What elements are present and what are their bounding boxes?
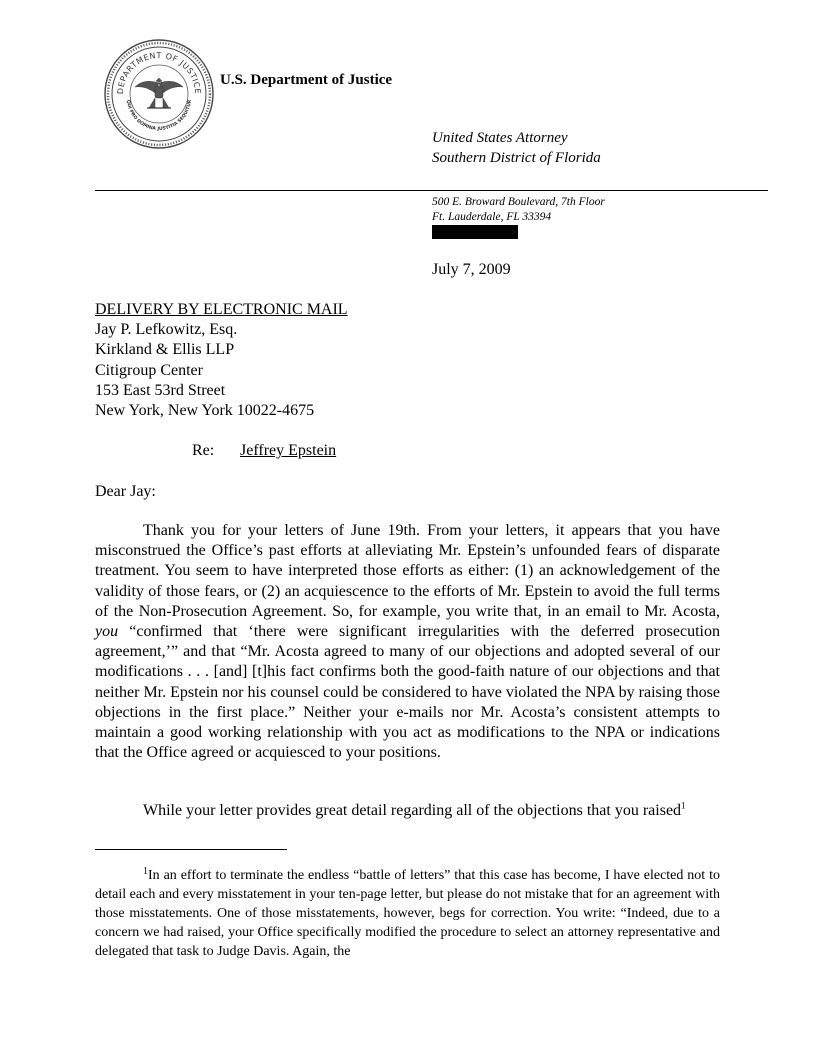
footnote-reference[interactable]: 1	[681, 800, 686, 811]
recipient-name: Jay P. Lefkowitz, Esq.	[95, 321, 238, 339]
p1-text-a: Thank you for your letters of June 19th. From your letters, it appears that you have misconstrued the Office’s past efforts at alleviating Mr. Epstein’s unfounded fears of disparate treatment. You seem to have interpreted those efforts as either: (1) an acknowledgement of the validity of those fears, or (2) an acquiescence to the efforts of Mr. Epstein to avoid the full terms of the Non-Prosecution Agreement. So, for example, you write that, in an email to Mr. Acosta,	[95, 522, 720, 620]
delivery-method: DELIVERY BY ELECTRONIC MAIL	[95, 301, 348, 318]
re-subject: Jeffrey Epstein	[240, 442, 337, 459]
recipient-firm: Kirkland & Ellis LLP	[95, 341, 235, 359]
address-street: 500 E. Broward Boulevard, 7th Floor	[432, 196, 605, 208]
recipient-block	[95, 300, 348, 421]
recipient-street: 153 East 53rd Street	[95, 381, 226, 399]
doj-seal	[103, 38, 215, 150]
redaction-box	[432, 225, 518, 239]
p2-text: While your letter provides great detail regarding all of the objections that you raised	[143, 802, 682, 819]
salutation: Dear Jay:	[95, 483, 156, 500]
recipient-city: New York, New York 10022-4675	[95, 402, 315, 420]
body-paragraph-1	[95, 521, 720, 763]
p1-emphasis: you	[95, 623, 119, 641]
body-paragraph-2	[95, 801, 720, 821]
office-title: United States Attorney	[432, 130, 568, 146]
svg-text:QUI PRO DOMINA JUSTITIA SEQUIT	[125, 99, 193, 132]
p1-text-b: “confirmed that ‘there were significant irregularities with the deferred prosecution agreement,’” and that “Mr. Acosta agreed to many of our objections and adopted several of our modifications . . . [and] [t]his fact confirms both the good-faith nature of our objections and that neither Mr. Epstein nor his counsel could be considered to have violated the NPA by raising those objections in the first place.” Neither your e-mails nor Mr. Acosta’s consistent attempts to maintain a good working relationship with you act as modifications to the NPA or indications that the Office agreed or acquiesced to your positions.	[95, 623, 720, 762]
footnote	[95, 866, 720, 961]
seal-bottom-text: QUI PRO DOMINA JUSTITIA SEQUITUR	[125, 99, 193, 133]
recipient-building: Citigroup Center	[95, 361, 203, 379]
letter-date: July 7, 2009	[432, 261, 511, 278]
agency-name: U.S. Department of Justice	[220, 72, 393, 88]
address-block	[432, 195, 605, 225]
re-label: Re:	[192, 442, 215, 459]
footnote-rule	[95, 849, 287, 850]
footnote-mark: 1	[143, 866, 148, 877]
office-block	[432, 128, 601, 168]
header-rule	[95, 190, 768, 191]
office-district: Southern District of Florida	[432, 150, 601, 166]
footnote-text: In an effort to terminate the endless “battle of letters” that this case has become, I have elected not to detail each and every misstatement in your ten-page letter, but please do not mistake that for an agreement with those misstatements. One of those misstatements, however, begs for correction. You write: “Indeed, due to a concern we had raised, your Office specifically modified the procedure to select an attorney representative and delegated that task to Judge Davis. Again, the	[95, 868, 720, 959]
address-city: Ft. Lauderdale, FL 33394	[432, 211, 552, 223]
seal-top-text: DEPARTMENT OF JUSTICE	[115, 50, 203, 95]
